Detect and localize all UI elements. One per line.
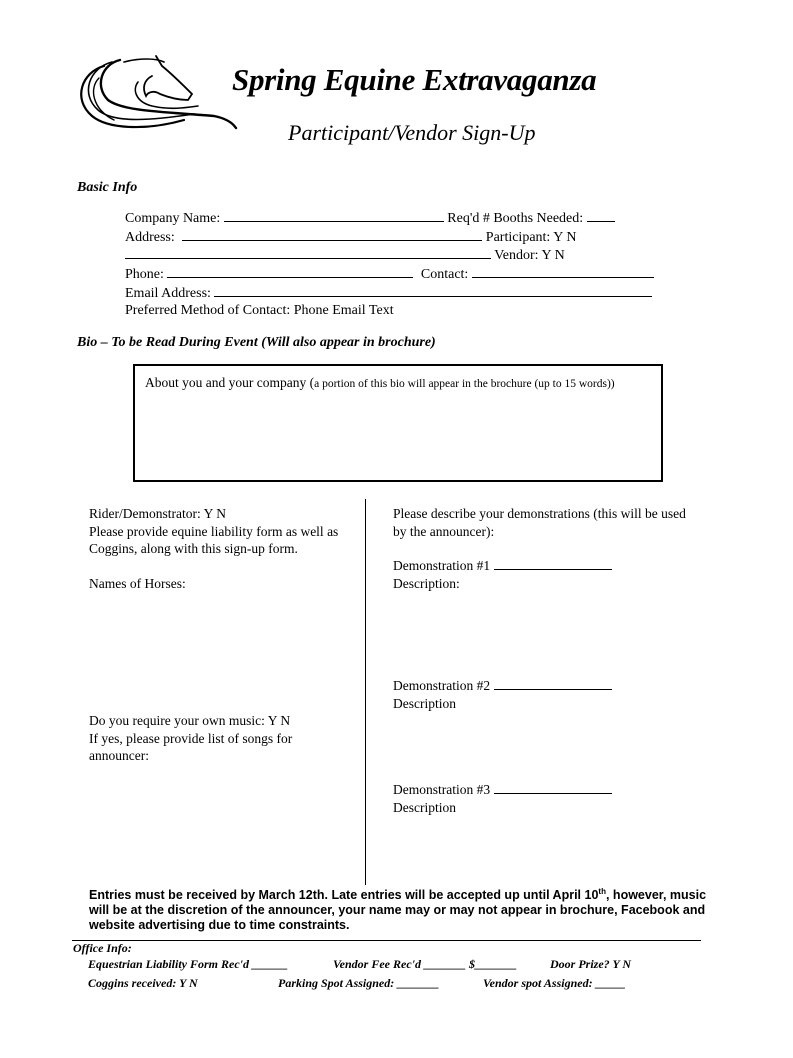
booths-needed-field[interactable] [587,209,615,222]
left-column-top [89,505,339,593]
bio-prompt [145,374,650,393]
demonstration-3 [393,781,612,816]
notice-superscript: th [598,887,606,896]
bio-prompt-note: a portion of this bio will appear in the brochure (up to 15 words)) [314,378,615,390]
bio-heading: Bio – To be Read During Event (Will also appear in brochure) [77,335,436,350]
address-row-2 [125,246,565,264]
email-field[interactable] [214,284,652,297]
phone-label: Phone: [125,267,164,282]
contact-field[interactable] [472,265,654,278]
coggins-received-yn[interactable]: Coggins received: Y N [88,976,198,990]
notice-part-2: , however, music will be at the discretion of the announcer, your name may or may not appear in brochure, Facebook and website advertising due to time constraints. [89,888,707,932]
parking-spot-assigned[interactable]: Parking Spot Assigned: _______ [278,976,440,990]
email-row [125,284,652,302]
address-field-line1[interactable] [182,228,482,241]
basic-info-heading: Basic Info [77,180,138,195]
address-label: Address: [125,230,175,245]
email-label: Email Address: [125,286,211,301]
contact-label: Contact: [420,267,469,282]
page-title: Spring Equine Extravaganza [232,62,597,97]
page-subtitle: Participant/Vendor Sign-Up [288,120,536,145]
demonstrations-intro: Please describe your demonstrations (this will be used by the announcer): [393,506,686,539]
address-field-line2[interactable] [125,246,491,259]
music-required-yn[interactable]: Do you require your own music: Y N [89,713,291,728]
liability-form-received[interactable]: Equestrian Liability Form Rec'd ______ [88,957,289,971]
demonstration-3-description-label: Description [393,799,456,815]
demonstration-1 [393,557,612,592]
demonstration-2-label: Demonstration #2 [393,678,491,693]
songs-note: If yes, please provide list of songs for announcer: [89,730,293,763]
company-name-row [125,209,615,227]
preferred-contact-row[interactable]: Preferred Method of Contact: Phone Email Text [125,303,394,318]
demonstration-1-description-label: Description: [393,575,460,591]
column-divider [365,499,366,885]
vendor-yn[interactable]: Vendor: Y N [494,248,565,263]
company-name-label: Company Name: [125,211,221,226]
notice-part-1: Entries must be received by March 12th. Late entries will be accepted up until April 10 [89,888,599,902]
names-of-horses-label: Names of Horses: [89,576,186,591]
office-info-heading: Office Info: [73,941,132,955]
participant-yn[interactable]: Participant: Y N [485,230,577,245]
bio-prompt-lead: About you and your company ( [145,375,315,390]
left-column-music [89,712,339,765]
rider-demonstrator-yn[interactable]: Rider/Demonstrator: Y N [89,506,226,521]
phone-field[interactable] [167,265,413,278]
vendor-fee-received[interactable]: Vendor Fee Rec'd _______ $_______ [333,957,517,971]
demonstration-2-field[interactable] [494,677,612,690]
demonstration-2 [393,677,612,712]
deadline-notice [89,888,709,933]
address-row [125,228,577,246]
horse-head-logo-icon [74,54,239,136]
demonstration-2-description-label: Description [393,695,456,711]
demonstration-3-field[interactable] [494,781,612,794]
vendor-spot-assigned[interactable]: Vendor spot Assigned: _____ [483,976,626,990]
demonstration-3-label: Demonstration #3 [393,782,491,797]
liability-note: Please provide equine liability form as well as Coggins, along with this sign-up form. [89,523,339,556]
door-prize-yn[interactable]: Door Prize? Y N [550,957,631,971]
office-divider [72,940,701,941]
company-name-field[interactable] [224,209,444,222]
booths-needed-label: Req'd # Booths Needed: [447,211,584,226]
demonstration-1-field[interactable] [494,557,612,570]
demonstration-1-label: Demonstration #1 [393,558,491,573]
bio-textarea[interactable] [133,364,663,482]
phone-row [125,265,654,283]
